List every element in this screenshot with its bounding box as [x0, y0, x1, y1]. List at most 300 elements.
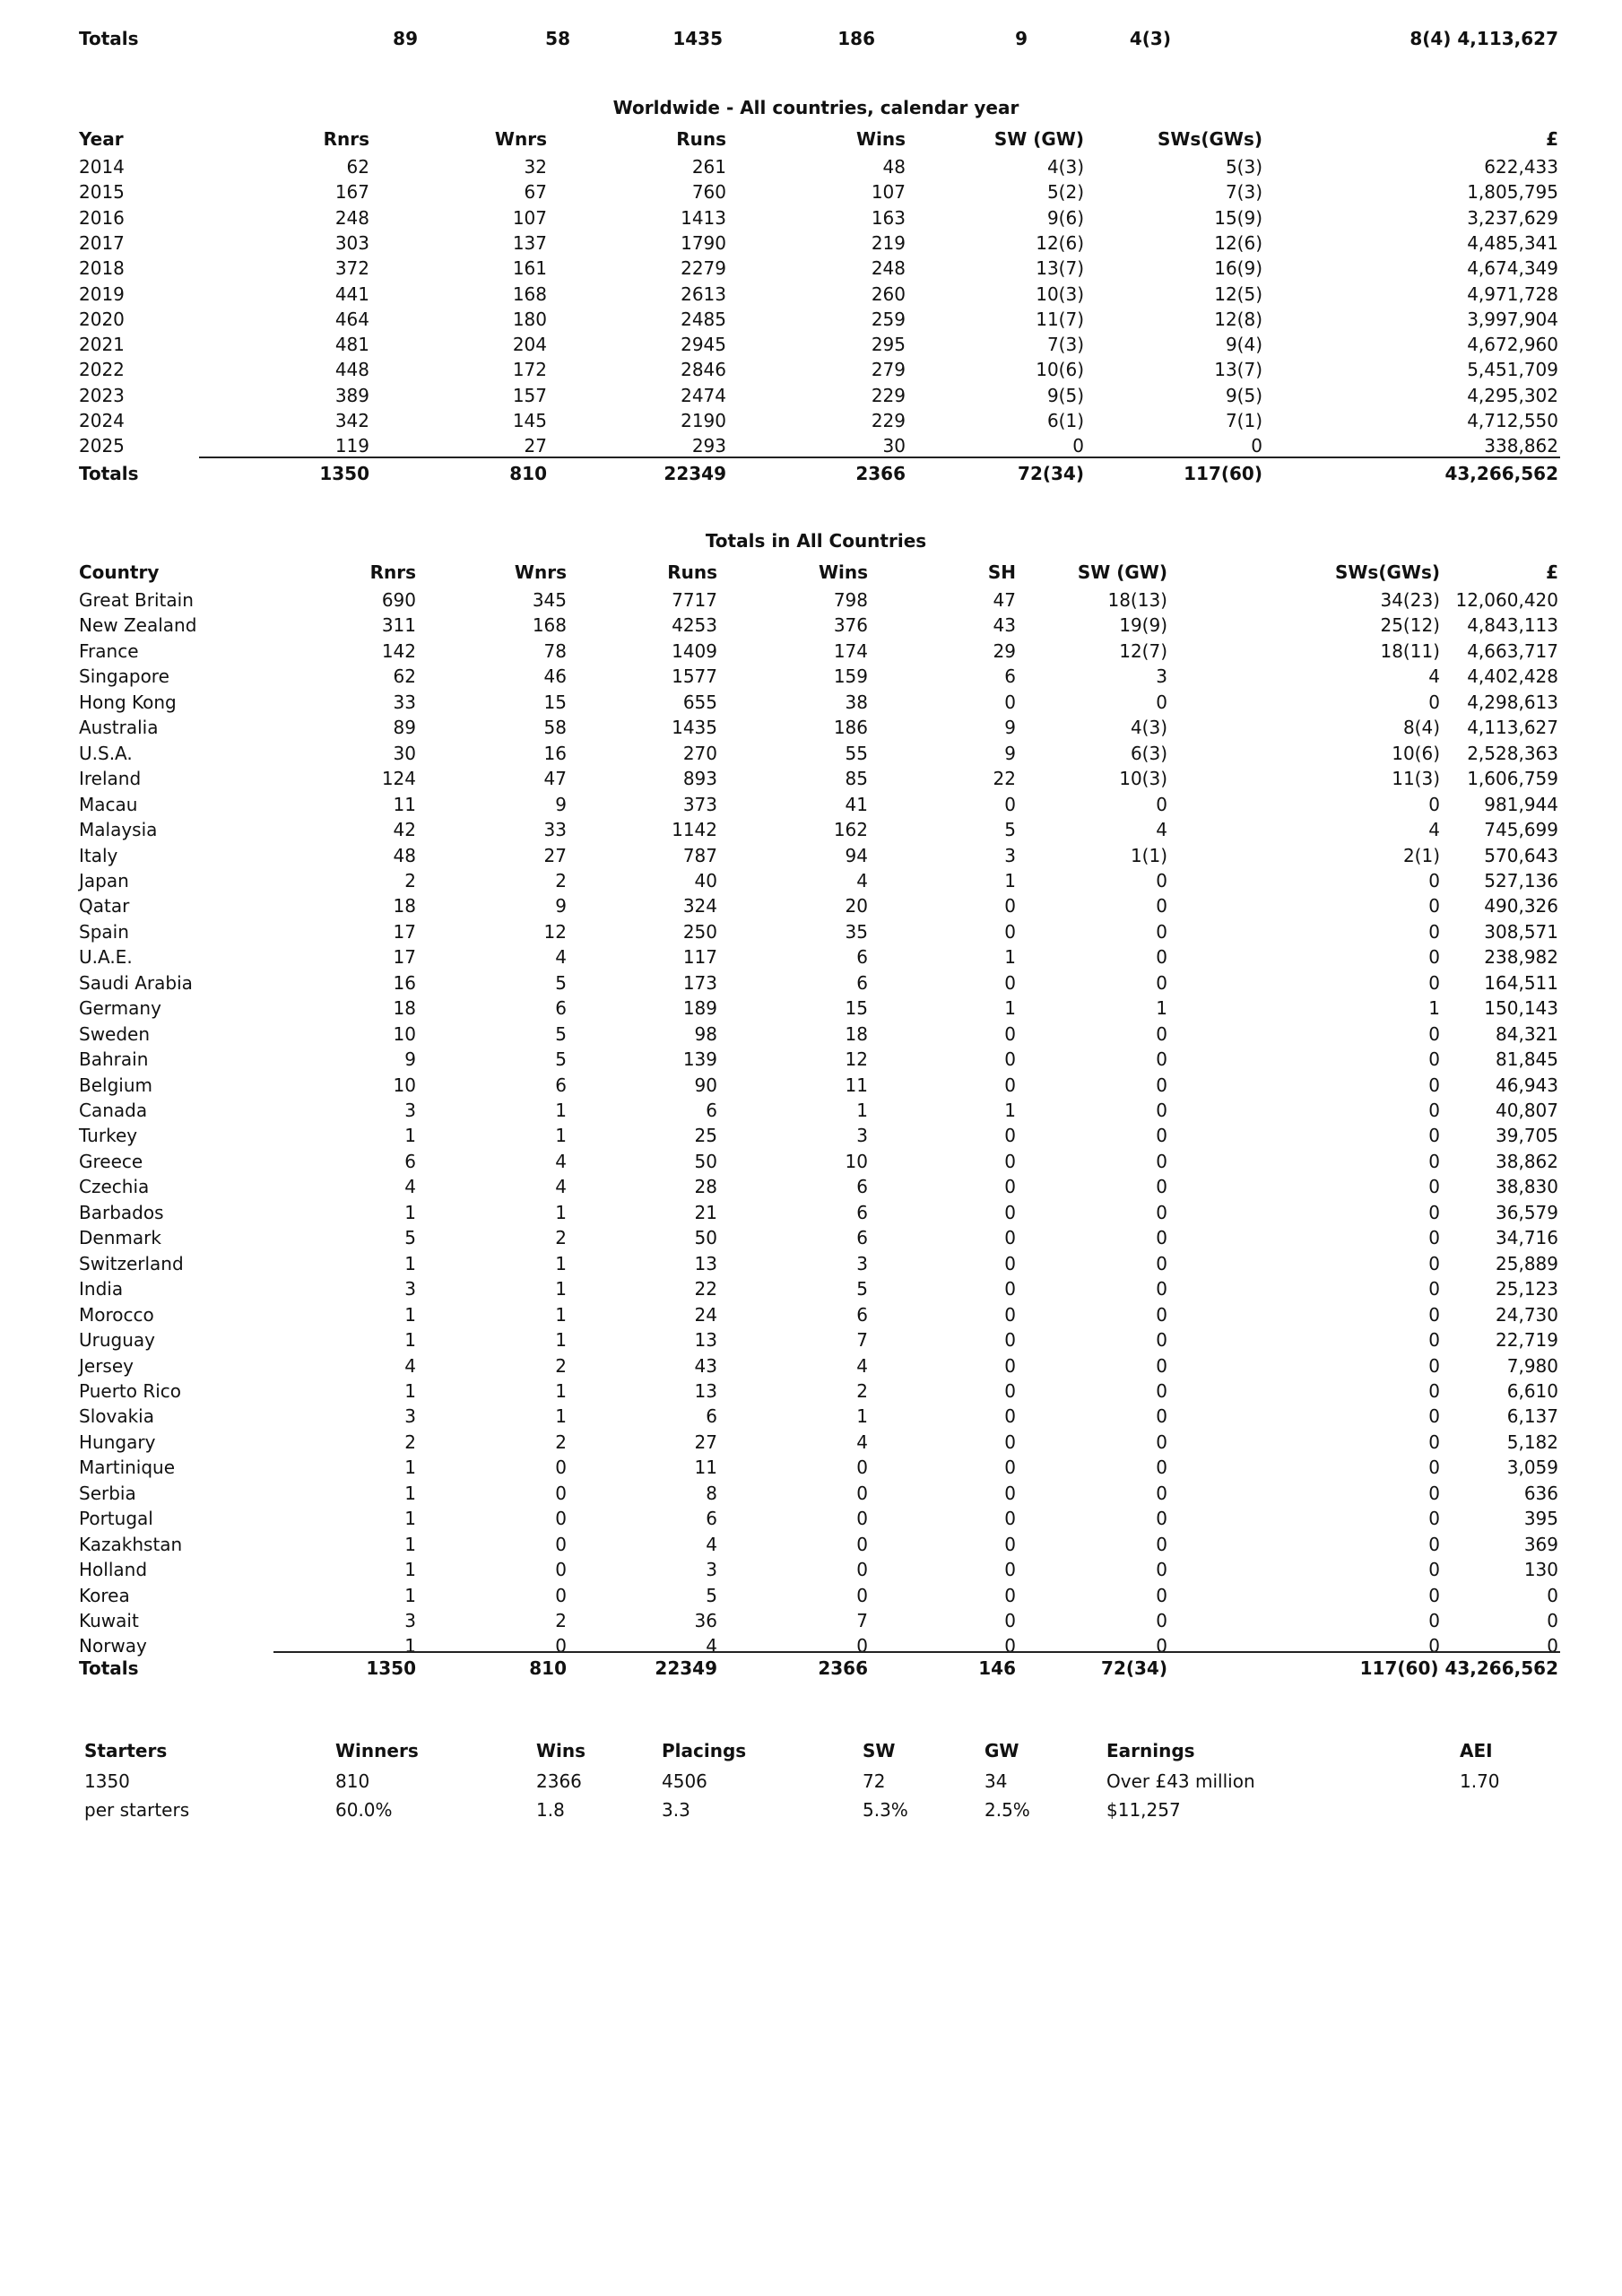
countries-row-name: Morocco [79, 1303, 154, 1326]
countries-cell: 36,579 [1496, 1201, 1558, 1223]
countries-row-name: Czechia [79, 1176, 150, 1198]
countries-cell: 2 [404, 869, 416, 891]
countries-cell: 25 [694, 1125, 717, 1147]
countries-cell: 0 [1004, 1457, 1016, 1479]
countries-cell: 1 [404, 1201, 416, 1223]
countries-cell: 33 [393, 691, 416, 713]
countries-cell: 0 [1004, 1074, 1016, 1096]
countries-cell: 40 [694, 869, 717, 891]
countries-cell: 0 [1428, 1100, 1440, 1121]
countries-cell: 38 [845, 691, 868, 713]
worldwide-cell: 107 [512, 206, 547, 229]
worldwide-cell: 67 [524, 181, 547, 204]
countries-cell: 4 [555, 946, 567, 969]
countries-cell: 130 [1523, 1559, 1558, 1581]
countries-cell: 162 [833, 819, 868, 841]
countries-row-name: Kuwait [79, 1610, 139, 1631]
countries-cell: 28 [694, 1176, 717, 1198]
countries-cell: 173 [682, 971, 717, 994]
countries-cell: 0 [1156, 1354, 1167, 1377]
countries-cell: 62 [393, 665, 416, 688]
countries-row-name: Australia [79, 717, 159, 739]
countries-cell: 43 [993, 614, 1016, 637]
countries-cell: 0 [555, 1508, 567, 1530]
countries-cell: 0 [1428, 793, 1440, 815]
countries-cell: 0 [1547, 1610, 1558, 1631]
countries-cell: 10(3) [1119, 768, 1167, 790]
countries-cell: 50 [694, 1150, 717, 1172]
summary-cell: 4506 [662, 1770, 707, 1792]
countries-cell: 1 [404, 1457, 416, 1479]
countries-cell: 4,402,428 [1467, 665, 1558, 688]
worldwide-cell: 9(6) [1046, 206, 1084, 229]
countries-cell: 3,059 [1506, 1457, 1558, 1479]
worldwide-cell: 16(9) [1214, 257, 1262, 280]
worldwide-header-cell: SW (GW) [993, 128, 1084, 150]
worldwide-cell: 248 [871, 257, 906, 280]
countries-cell: 5 [404, 1227, 416, 1249]
worldwide-cell: 48 [882, 156, 906, 178]
countries-cell: 4,663,717 [1467, 639, 1558, 662]
countries-cell: 1 [1004, 869, 1016, 891]
summary-header-cell: Winners [335, 1740, 419, 1761]
countries-cell: 0 [1428, 1379, 1440, 1402]
countries-row-name: Hungary [79, 1431, 156, 1453]
countries-header-cell: £ [1546, 561, 1558, 583]
summary-cell: 1350 [84, 1770, 130, 1792]
countries-cell: 17 [393, 946, 416, 969]
countries-totals-rule [273, 1651, 1560, 1653]
worldwide-cell: 464 [334, 308, 369, 330]
countries-cell: 0 [1156, 1125, 1167, 1147]
worldwide-cell: 7(3) [1225, 181, 1262, 204]
countries-cell: 0 [1004, 1584, 1016, 1606]
countries-cell: 0 [1004, 1278, 1016, 1300]
countries-cell: 0 [1428, 1508, 1440, 1530]
countries-cell: 0 [555, 1457, 567, 1479]
countries-cell: 18 [393, 997, 416, 1020]
countries-header-cell: Country [79, 561, 160, 583]
worldwide-cell: 137 [512, 231, 547, 254]
countries-cell: 164,511 [1484, 971, 1558, 994]
countries-cell: 22 [694, 1278, 717, 1300]
worldwide-title: Worldwide - All countries, calendar year [612, 97, 1019, 118]
worldwide-cell: 9(5) [1225, 384, 1262, 406]
countries-cell: 0 [1004, 971, 1016, 994]
countries-cell: 4 [1428, 665, 1440, 688]
countries-row-name: Barbados [79, 1201, 164, 1223]
countries-cell: 5 [555, 1022, 567, 1045]
countries-cell: 0 [1428, 1559, 1440, 1581]
countries-cell: 85 [845, 768, 868, 790]
countries-cell: 0 [1004, 1635, 1016, 1657]
countries-row-name: U.S.A. [79, 742, 133, 764]
countries-cell: 798 [833, 589, 868, 611]
countries-row-name: Malaysia [79, 819, 158, 841]
worldwide-cell: 145 [512, 410, 547, 431]
countries-cell: 0 [1156, 691, 1167, 713]
countries-cell: 4 [404, 1354, 416, 1377]
countries-cell: 1(1) [1130, 844, 1167, 866]
worldwide-cell: 12(6) [1036, 231, 1084, 254]
countries-cell: 0 [1547, 1635, 1558, 1657]
countries-cell: 7 [856, 1329, 868, 1352]
countries-cell: 0 [1004, 793, 1016, 815]
summary-cell: 2.5% [984, 1799, 1030, 1821]
worldwide-cell: 229 [871, 384, 906, 406]
countries-cell: 159 [833, 665, 868, 688]
countries-row-name: Great Britain [79, 589, 194, 611]
countries-row-name: Bahrain [79, 1048, 149, 1071]
countries-cell: 1409 [672, 639, 717, 662]
countries-cell: 0 [1004, 1201, 1016, 1223]
countries-cell: 395 [1523, 1508, 1558, 1530]
summary-cell: 1.70 [1460, 1770, 1500, 1792]
countries-row-name: Singapore [79, 665, 169, 688]
countries-cell: 1 [404, 1252, 416, 1274]
worldwide-cell: 4,672,960 [1467, 334, 1558, 356]
countries-cell: 0 [1428, 1048, 1440, 1071]
worldwide-cell: 303 [334, 231, 369, 254]
countries-cell: 18(13) [1107, 589, 1167, 611]
worldwide-cell: 6(1) [1046, 410, 1084, 431]
countries-totals-cell: 22349 [655, 1657, 717, 1679]
countries-cell: 0 [1428, 1482, 1440, 1504]
countries-cell: 0 [1156, 895, 1167, 918]
countries-cell: 3 [1156, 665, 1167, 688]
countries-cell: 0 [1156, 1022, 1167, 1045]
worldwide-cell: 2945 [681, 334, 726, 356]
countries-row-name: Uruguay [79, 1329, 155, 1352]
summary-cell: 3.3 [662, 1799, 690, 1821]
countries-cell: 0 [1156, 1457, 1167, 1479]
countries-cell: 1 [555, 1100, 567, 1121]
worldwide-cell: 4,674,349 [1467, 257, 1558, 280]
countries-cell: 4,113,627 [1467, 717, 1558, 739]
worldwide-cell: 12(6) [1214, 231, 1262, 254]
countries-header-cell: SWs(GWs) [1334, 561, 1440, 583]
countries-cell: 0 [555, 1635, 567, 1657]
countries-cell: 0 [856, 1457, 868, 1479]
countries-cell: 16 [393, 971, 416, 994]
countries-cell: 7 [856, 1610, 868, 1631]
countries-header-cell: SW (GW) [1077, 561, 1167, 583]
summary-header-cell: Placings [662, 1740, 747, 1761]
countries-cell: 4 [1156, 819, 1167, 841]
countries-cell: 2(1) [1402, 844, 1440, 866]
countries-cell: 0 [1156, 1405, 1167, 1428]
countries-cell: 0 [1156, 920, 1167, 943]
countries-cell: 0 [1428, 1329, 1440, 1352]
countries-cell: 3 [404, 1610, 416, 1631]
countries-totals-cell: 810 [529, 1657, 567, 1679]
countries-cell: 0 [1156, 1482, 1167, 1504]
countries-cell: 0 [1004, 1610, 1016, 1631]
countries-cell: 4 [555, 1150, 567, 1172]
countries-cell: 0 [555, 1559, 567, 1581]
countries-cell: 369 [1523, 1533, 1558, 1555]
worldwide-cell: 161 [512, 257, 547, 280]
countries-cell: 6 [856, 971, 868, 994]
countries-cell: 2 [555, 1227, 567, 1249]
countries-cell: 1 [404, 1379, 416, 1402]
summary-cell: Over £43 million [1106, 1770, 1255, 1792]
countries-cell: 43 [694, 1354, 717, 1377]
countries-cell: 1 [555, 1125, 567, 1147]
countries-cell: 0 [1156, 1278, 1167, 1300]
countries-row-name: Puerto Rico [79, 1379, 182, 1402]
worldwide-cell: 622,433 [1484, 156, 1558, 178]
countries-row-name: France [79, 639, 139, 662]
countries-cell: 4 [404, 1176, 416, 1198]
countries-row-name: Sweden [79, 1022, 151, 1045]
countries-cell: 0 [1428, 895, 1440, 918]
worldwide-row-year: 2015 [79, 181, 125, 204]
countries-cell: 6 [856, 946, 868, 969]
countries-cell: 0 [1156, 1379, 1167, 1402]
countries-row-name: Macau [79, 793, 138, 815]
countries-cell: 0 [1004, 1125, 1016, 1147]
worldwide-row-year: 2025 [79, 435, 125, 457]
countries-cell: 9 [404, 1048, 416, 1071]
countries-cell: 655 [682, 691, 717, 713]
worldwide-totals-cell: 2366 [855, 463, 906, 484]
worldwide-totals-cell: 22349 [664, 463, 726, 484]
countries-cell: 0 [1004, 1176, 1016, 1198]
countries-cell: 1 [555, 1278, 567, 1300]
worldwide-cell: 157 [512, 384, 547, 406]
countries-cell: 3 [1004, 844, 1016, 866]
countries-cell: 10 [393, 1074, 416, 1096]
countries-row-name: New Zealand [79, 614, 197, 637]
countries-cell: 5 [1004, 819, 1016, 841]
worldwide-row-year: 2020 [79, 308, 125, 330]
worldwide-cell: 167 [334, 181, 369, 204]
countries-cell: 1 [404, 1559, 416, 1581]
countries-cell: 0 [1156, 793, 1167, 815]
countries-cell: 270 [682, 742, 717, 764]
countries-cell: 745,699 [1484, 819, 1558, 841]
countries-cell: 35 [845, 920, 868, 943]
countries-cell: 10(6) [1392, 742, 1440, 764]
countries-row-name: Switzerland [79, 1252, 184, 1274]
countries-cell: 0 [1428, 1303, 1440, 1326]
worldwide-header-cell: SWs(GWs) [1157, 128, 1262, 150]
countries-cell: 168 [532, 614, 567, 637]
countries-cell: 1 [404, 1482, 416, 1504]
countries-cell: 22,719 [1496, 1329, 1558, 1352]
worldwide-cell: 0 [1251, 435, 1262, 457]
worldwide-cell: 9(5) [1046, 384, 1084, 406]
countries-cell: 0 [1428, 1635, 1440, 1657]
countries-cell: 1 [856, 1405, 868, 1428]
countries-cell: 0 [1004, 1533, 1016, 1555]
countries-row-name: Holland [79, 1559, 148, 1581]
worldwide-cell: 441 [334, 283, 369, 305]
countries-cell: 12,060,420 [1455, 589, 1558, 611]
countries-cell: 46 [543, 665, 567, 688]
countries-cell: 0 [1428, 1252, 1440, 1274]
countries-cell: 33 [543, 819, 567, 841]
worldwide-totals-cell: 43,266,562 [1444, 463, 1558, 484]
countries-cell: 0 [1004, 1252, 1016, 1274]
countries-cell: 373 [682, 793, 717, 815]
worldwide-cell: 4,485,341 [1467, 231, 1558, 254]
top-totals-wins: 186 [837, 28, 875, 49]
countries-cell: 4253 [672, 614, 717, 637]
worldwide-cell: 293 [691, 435, 726, 457]
countries-header-cell: Wins [818, 561, 868, 583]
countries-cell: 25(12) [1380, 614, 1440, 637]
countries-row-name: Turkey [79, 1125, 138, 1147]
worldwide-cell: 3,237,629 [1467, 206, 1558, 229]
worldwide-cell: 248 [334, 206, 369, 229]
countries-cell: 3 [404, 1405, 416, 1428]
countries-cell: 0 [1156, 1252, 1167, 1274]
countries-cell: 34(23) [1380, 589, 1440, 611]
worldwide-cell: 259 [871, 308, 906, 330]
worldwide-cell: 2613 [681, 283, 726, 305]
countries-cell: 3 [404, 1100, 416, 1121]
countries-row-name: Japan [79, 869, 129, 891]
countries-row-name: Denmark [79, 1227, 161, 1249]
countries-cell: 24 [694, 1303, 717, 1326]
countries-cell: 186 [833, 717, 868, 739]
countries-cell: 12 [543, 920, 567, 943]
worldwide-cell: 3,997,904 [1467, 308, 1558, 330]
countries-cell: 0 [1156, 971, 1167, 994]
countries-cell: 13 [694, 1379, 717, 1402]
countries-cell: 6 [706, 1405, 717, 1428]
countries-cell: 0 [1004, 920, 1016, 943]
countries-cell: 6 [1004, 665, 1016, 688]
countries-cell: 55 [845, 742, 868, 764]
countries-row-name: Belgium [79, 1074, 152, 1096]
worldwide-cell: 11(7) [1036, 308, 1084, 330]
countries-cell: 0 [1004, 1379, 1016, 1402]
worldwide-cell: 62 [346, 156, 369, 178]
countries-cell: 0 [856, 1482, 868, 1504]
countries-cell: 2 [555, 1354, 567, 1377]
countries-cell: 0 [1428, 1278, 1440, 1300]
countries-cell: 0 [1156, 1559, 1167, 1581]
worldwide-cell: 13(7) [1214, 359, 1262, 381]
countries-cell: 1,606,759 [1467, 768, 1558, 790]
worldwide-cell: 0 [1072, 435, 1084, 457]
countries-cell: 48 [393, 844, 416, 866]
worldwide-cell: 2485 [681, 308, 726, 330]
countries-cell: 9 [1004, 717, 1016, 739]
countries-cell: 308,571 [1484, 920, 1558, 943]
countries-cell: 0 [1004, 1508, 1016, 1530]
countries-cell: 0 [1156, 1150, 1167, 1172]
countries-cell: 3 [856, 1125, 868, 1147]
countries-cell: 1 [1004, 946, 1016, 969]
countries-cell: 24,730 [1496, 1303, 1558, 1326]
worldwide-cell: 2190 [681, 410, 726, 431]
countries-cell: 117 [682, 946, 717, 969]
countries-cell: 4 [856, 869, 868, 891]
countries-cell: 2,528,363 [1467, 742, 1558, 764]
countries-cell: 25,889 [1496, 1252, 1558, 1274]
summary-header-cell: SW [863, 1740, 896, 1761]
countries-cell: 4,843,113 [1467, 614, 1558, 637]
worldwide-cell: 760 [691, 181, 726, 204]
countries-row-name: Serbia [79, 1482, 136, 1504]
worldwide-row-year: 2016 [79, 206, 125, 229]
countries-cell: 3 [706, 1559, 717, 1581]
countries-cell: 1 [404, 1508, 416, 1530]
worldwide-cell: 180 [512, 308, 547, 330]
summary-cell: $11,257 [1106, 1799, 1181, 1821]
summary-cell: 2366 [536, 1770, 582, 1792]
countries-cell: 12(7) [1119, 639, 1167, 662]
countries-cell: 2 [555, 1431, 567, 1453]
countries-row-name: Martinique [79, 1457, 176, 1479]
countries-totals-cell: 1350 [366, 1657, 416, 1679]
countries-cell: 0 [1428, 1354, 1440, 1377]
countries-cell: 0 [1428, 691, 1440, 713]
worldwide-cell: 2846 [681, 359, 726, 381]
top-totals-label: Totals [79, 28, 139, 49]
top-totals-sh: 9 [1015, 28, 1028, 49]
worldwide-cell: 448 [334, 359, 369, 381]
countries-cell: 1435 [672, 717, 717, 739]
countries-cell: 10 [393, 1022, 416, 1045]
countries-cell: 311 [381, 614, 416, 637]
countries-cell: 39,705 [1496, 1125, 1558, 1147]
worldwide-cell: 1,805,795 [1467, 181, 1558, 204]
worldwide-cell: 13(7) [1036, 257, 1084, 280]
worldwide-cell: 229 [871, 410, 906, 431]
countries-cell: 0 [1428, 1405, 1440, 1428]
countries-cell: 2 [555, 1610, 567, 1631]
countries-cell: 1 [404, 1533, 416, 1555]
worldwide-cell: 481 [334, 334, 369, 356]
worldwide-cell: 1413 [681, 206, 726, 229]
countries-cell: 0 [1156, 1227, 1167, 1249]
countries-cell: 1 [1428, 997, 1440, 1020]
countries-cell: 15 [845, 997, 868, 1020]
countries-cell: 1142 [672, 819, 717, 841]
countries-row-name: Slovakia [79, 1405, 154, 1428]
countries-cell: 0 [1428, 1431, 1440, 1453]
countries-cell: 2 [856, 1379, 868, 1402]
countries-row-name: India [79, 1278, 124, 1300]
worldwide-totals-cell: 1350 [319, 463, 369, 484]
countries-cell: 189 [682, 997, 717, 1020]
worldwide-header-cell: Year [79, 128, 124, 150]
worldwide-cell: 261 [691, 156, 726, 178]
countries-cell: 6 [706, 1508, 717, 1530]
countries-cell: 0 [1428, 1610, 1440, 1631]
countries-cell: 0 [1428, 971, 1440, 994]
countries-cell: 0 [1428, 920, 1440, 943]
countries-row-name: Ireland [79, 768, 142, 790]
worldwide-row-year: 2014 [79, 156, 125, 178]
countries-cell: 0 [856, 1584, 868, 1606]
worldwide-totals-cell: 72(34) [1018, 463, 1084, 484]
countries-cell: 0 [1156, 1201, 1167, 1223]
worldwide-cell: 119 [334, 435, 369, 457]
countries-cell: 4 [856, 1354, 868, 1377]
countries-cell: 18 [393, 895, 416, 918]
countries-cell: 21 [694, 1201, 717, 1223]
countries-totals-cell: Totals [79, 1657, 139, 1679]
countries-cell: 0 [1428, 1457, 1440, 1479]
worldwide-header-cell: £ [1546, 128, 1558, 150]
countries-cell: 38,830 [1496, 1176, 1558, 1198]
